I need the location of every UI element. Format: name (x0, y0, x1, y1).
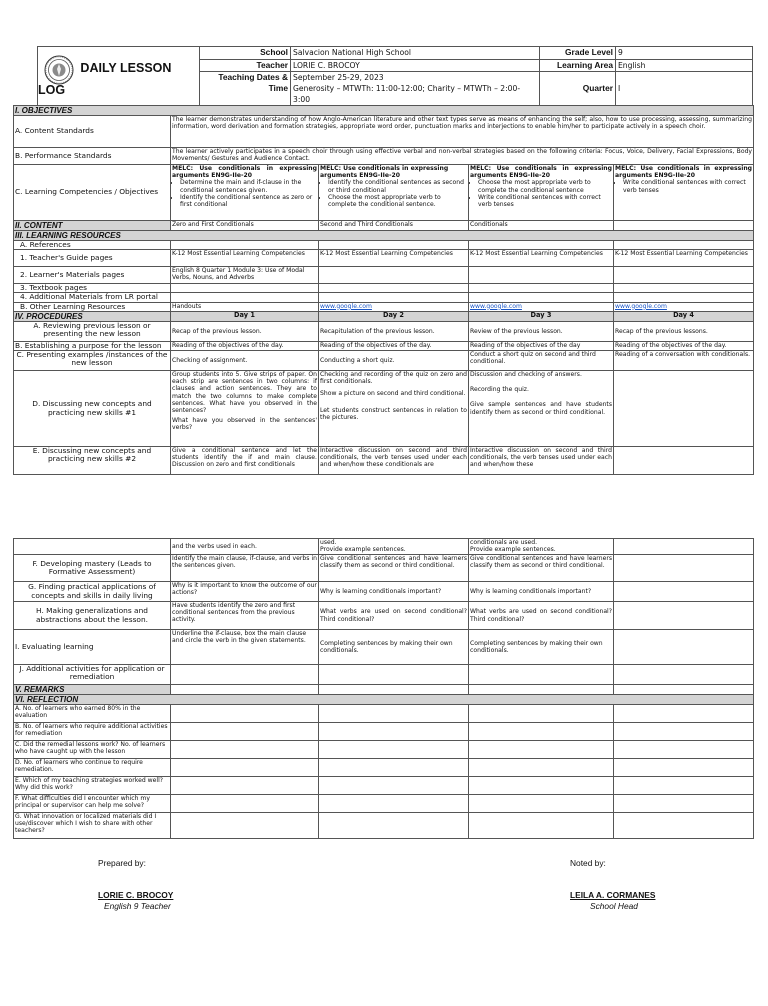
proc-b-day1: Reading of the objectives of the day. (171, 341, 319, 350)
proc-d-day3 (469, 371, 614, 447)
competency-day2 (319, 165, 469, 221)
reflection-a: A. No. of learners who earned 80% in the evaluation (14, 705, 171, 723)
row-label-proc-e: E. Discussing new concepts and practicing new skills #2 (14, 447, 171, 475)
proc-f-day1: Identify the main clause, if-clause, and verbs in the sentences given. (171, 555, 319, 582)
row-label-proc-b: B. Establishing a purpose for the lesson (14, 341, 171, 350)
lesson-table-page2 (13, 538, 754, 839)
content-day3: Conditionals (469, 221, 614, 231)
deped-seal-icon (44, 55, 74, 85)
noted-by-label: Noted by: (570, 858, 606, 868)
competency-item: • Choose the most appropriate verb to complete the conditional sentence (478, 179, 612, 193)
google-link[interactable]: www.google.com (615, 302, 667, 310)
tg-day3: K-12 Most Essential Learning Competencies (469, 250, 614, 267)
proc-e-day2: Interactive discussion on second and third conditionals, the verb tenses used under each and when/how these conditionals are (319, 447, 469, 475)
google-link[interactable]: www.google.com (320, 302, 372, 310)
row-label-teachers-guide: 1. Teacher's Guide pages (14, 250, 171, 267)
day2-header: Day 2 (319, 311, 469, 321)
competency-item: • Write conditional sentences with correct verb tenses (623, 179, 752, 193)
row-label-proc-g: G. Finding practical applications of concepts and skills in daily living (14, 582, 171, 602)
competency-day3-list (470, 179, 612, 208)
teaching-dates-label (200, 72, 291, 106)
proc-c-day3: Conduct a short quiz on second and third conditional. (469, 351, 614, 371)
lm-day1: English 8 Quarter 1 Module 3: Use of Modal Verbs, Nouns, and Adverbs (171, 267, 319, 284)
other-day1: Handouts (171, 302, 319, 311)
proc-i-day1: Underline the if-clause, box the main clause and circle the verb in the given statements. (171, 630, 319, 665)
section-procedures: IV. PROCEDURES (14, 311, 171, 321)
proc-d-day4 (614, 371, 754, 447)
competency-day1 (171, 165, 319, 221)
row-label-learners-materials: 2. Learner's Materials pages (14, 267, 171, 284)
noted-by-role: School Head (590, 901, 638, 911)
teacher-value: LORIE C. BROCOY (291, 59, 540, 72)
proc-i-day2: Completing sentences by making their own conditionals. (319, 630, 469, 665)
competency-day4 (614, 165, 754, 221)
tg-day4: K-12 Most Essential Learning Competencies (614, 250, 754, 267)
row-label-proc-a: A. Reviewing previous lesson or presenting the new lesson (14, 321, 171, 341)
proc-d-day1 (171, 371, 319, 447)
proc-b-day4: Reading of the objectives of the day. (614, 341, 754, 350)
row-label-proc-j: J. Additional activities for application or remediation (14, 665, 171, 685)
quarter-value: I (616, 72, 753, 106)
reflection-f: F. What difficulties did I encounter which my principal or supervisor can help me solve? (14, 795, 171, 813)
competency-item: • Identify the conditional sentence as zero or first conditional (180, 194, 317, 208)
daily-lesson-log-title: DAILY LESSON LOG (38, 61, 172, 97)
proc-d-day1-p1: Group students into 5. Give strips of paper. On each strip are sentences in two columns: if clauses and action sentences. They are to match the two columns to make complete sentences. What have you observed in the sentences? (172, 371, 317, 415)
grade-level-label: Grade Level (540, 47, 616, 60)
reflection-g: G. What innovation or localized materials did I use/discover which I wish to share with other teachers? (14, 813, 171, 839)
proc-e-day1: Give a conditional sentence and let the students identify the if and main clause. Discussion on zero and first conditionals (171, 447, 319, 475)
content-day1: Zero and First Conditionals (171, 221, 319, 231)
performance-standards-text: The learner actively participates in a speech choir through using effective verbal and non-verbal strategies based on the following criteria: Focus, Voice, Delivery, Facial Expressions, Body Movements/ Gestures and Audience Contact. (171, 148, 754, 165)
proc-h-day1: Have students identify the zero and first conditional sentences from the previous activity. (171, 602, 319, 630)
competency-day1-list (172, 179, 317, 208)
proc-d-day3-p1: Discussion and checking of answers. (470, 371, 582, 379)
learning-area-value: English (616, 59, 753, 72)
competency-day4-list (615, 179, 752, 193)
grade-level-value: 9 (616, 47, 753, 60)
row-label-additional-materials: 4. Additional Materials from LR portal (14, 293, 171, 302)
proc-e-day3: Interactive discussion on second and third conditionals, the verb tenses used under each and when/how these (469, 447, 614, 475)
proc-b-day3: Reading of the objectives of the day (469, 341, 614, 350)
teaching-time: Generosity – MTWTh: 11:00-12:00; Charity – MTWTh – 2:00-3:00 (293, 84, 521, 104)
teaching-dates-label-line2: Time (268, 83, 288, 93)
tg-day1: K-12 Most Essential Learning Competencies (171, 250, 319, 267)
proc-d-day2 (319, 371, 469, 447)
proc-d-day2-p1: Checking and recording of the quiz on zero and first conditionals. (320, 371, 467, 386)
prepared-by-name: LORIE C. BROCOY (98, 890, 174, 900)
google-link[interactable]: www.google.com (470, 302, 522, 310)
proc-a-day1: Recap of the previous lesson. (171, 321, 319, 341)
proc-d-day2-p2: Show a picture on second and third conditional. (320, 390, 466, 398)
section-objectives: I. OBJECTIVES (14, 106, 754, 116)
day4-header: Day 4 (614, 311, 754, 321)
proc-a-day2: Recapitulation of the previous lesson. (319, 321, 469, 341)
row-label-other-resources: B. Other Learning Resources (14, 302, 171, 311)
reflection-e: E. Which of my teaching strategies worked well? Why did this work? (14, 777, 171, 795)
header-table (37, 46, 753, 106)
teaching-dates-label-line1: Teaching Dates & (218, 72, 288, 82)
proc-f-day2: Give conditional sentences and have learners classify them as second or third conditional. (319, 555, 469, 582)
proc-c-day1: Checking of assignment. (171, 351, 319, 371)
proc-d-day3-p3: Give sample sentences and have students identify them as second or third conditional. (470, 401, 612, 416)
row-label-competencies: C. Learning Competencies / Objectives (14, 165, 171, 221)
competency-item: • Identify the conditional sentences as second or third conditional (328, 179, 467, 193)
teaching-dates-value (291, 72, 540, 106)
teaching-dates: September 25-29, 2023 (293, 73, 384, 82)
proc-h-day3: What verbs are used on second conditional? Third conditional? (469, 602, 614, 630)
row-label-proc-c: C. Presenting examples /instances of the new lesson (14, 351, 171, 371)
competency-item: • Write conditional sentences with correct verb tenses (478, 194, 612, 208)
proc-h-day2: What verbs are used on second conditional? Third conditional? (319, 602, 469, 630)
row-label-textbook: 3. Textbook pages (14, 284, 171, 293)
proc-d-day2-p3: Let students construct sentences in relation to the pictures. (320, 406, 467, 421)
proc-g-day1: Why is it important to know the outcome of our actions? (171, 582, 319, 602)
cont-e-day1: and the verbs used in each. (171, 539, 319, 555)
teacher-label: Teacher (200, 59, 291, 72)
competency-day3 (469, 165, 614, 221)
proc-f-day3: Give conditional sentences and have learners classify them as second or third conditional. (469, 555, 614, 582)
school-label: School (200, 47, 291, 60)
competency-day3-melc: MELC: Use conditionals in expressing arguments EN9G-IIe-20 (470, 165, 612, 180)
day3-header: Day 3 (469, 311, 614, 321)
prepared-by-role: English 9 Teacher (104, 901, 171, 911)
header-logo-cell (38, 47, 200, 106)
proc-i-day3: Completing sentences by making their own conditionals. (469, 630, 614, 665)
content-day2: Second and Third Conditionals (319, 221, 469, 231)
competency-item: • Choose the most appropriate verb to complete the conditional sentence. (328, 194, 467, 208)
prepared-by-label: Prepared by: (98, 858, 146, 868)
reflection-d: D. No. of learners who continue to require remediation. (14, 759, 171, 777)
competency-day4-melc: MELC: Use conditionals in expressing arguments EN9G-IIe-20 (615, 165, 753, 180)
proc-g-day2: Why is learning conditionals important? (319, 582, 469, 602)
row-label-proc-f: F. Developing mastery (Leads to Formative Assessment) (14, 555, 171, 582)
proc-g-day3: Why is learning conditionals important? (469, 582, 614, 602)
proc-b-day2: Reading of the objectives of the day. (319, 341, 469, 350)
reflection-b: B. No. of learners who require additional activities for remediation (14, 723, 171, 741)
content-day4 (614, 221, 754, 231)
cont-e-day3: conditionals are used. Provide example sentences. (469, 539, 614, 555)
quarter-label: Quarter (540, 72, 616, 106)
proc-d-day1-p2: What have you observed in the sentences' verbs? (172, 417, 317, 432)
cont-e-day2: used. Provide example sentences. (319, 539, 469, 555)
content-standards-text: The learner demonstrates understanding of how Anglo-American literature and other text types serve as means of enhancing the self; also, how to use processing, assessing, summarizing information, word derivation and formation strategies, appropriate word order, punctuation marks and interjections to enable him/her to participate actively in a speech choir. (171, 116, 754, 148)
noted-by-name: LEILA A. CORMANES (570, 890, 656, 900)
proc-a-day4: Recap of the previous lessons. (614, 321, 754, 341)
section-learning-resources: III. LEARNING RESOURCES (14, 231, 754, 241)
section-remarks: V. REMARKS (14, 685, 171, 695)
section-reflection: VI. REFLECTION (14, 695, 754, 705)
competency-day2-list (320, 179, 467, 208)
proc-a-day3: Review of the previous lesson. (469, 321, 614, 341)
section-content: II. CONTENT (14, 221, 171, 231)
day1-header: Day 1 (171, 311, 319, 321)
proc-e-day4 (614, 447, 754, 475)
row-label-proc-i: I. Evaluating learning (14, 630, 171, 665)
row-label-proc-h: H. Making generalizations and abstractions about the lesson. (14, 602, 171, 630)
row-label-proc-d: D. Discussing new concepts and practicing new skills #1 (14, 371, 171, 447)
competency-item: • Determine the main and if-clause in the conditional sentences given. (180, 179, 317, 193)
learning-area-label: Learning Area (540, 59, 616, 72)
lesson-table-page1 (13, 105, 754, 475)
reflection-c: C. Did the remedial lessons work? No. of learners who have caught up with the lesson (14, 741, 171, 759)
school-value: Salvacion National High School (291, 47, 540, 60)
row-label-references: A. References (14, 241, 171, 250)
row-label-performance-standards: B. Performance Standards (14, 148, 171, 165)
competency-day1-melc: MELC: Use conditionals in expressing arguments EN9G-IIe-20 (172, 165, 317, 180)
tg-day2: K-12 Most Essential Learning Competencies (319, 250, 469, 267)
proc-c-day2: Conducting a short quiz. (319, 351, 469, 371)
proc-c-day4: Reading of a conversation with conditionals. (614, 351, 754, 371)
row-label-content-standards: A. Content Standards (14, 116, 171, 148)
proc-d-day3-p2: Recording the quiz. (470, 386, 529, 394)
competency-day2-melc: MELC: Use conditionals in expressing arguments EN9G-IIe-20 (320, 165, 449, 180)
